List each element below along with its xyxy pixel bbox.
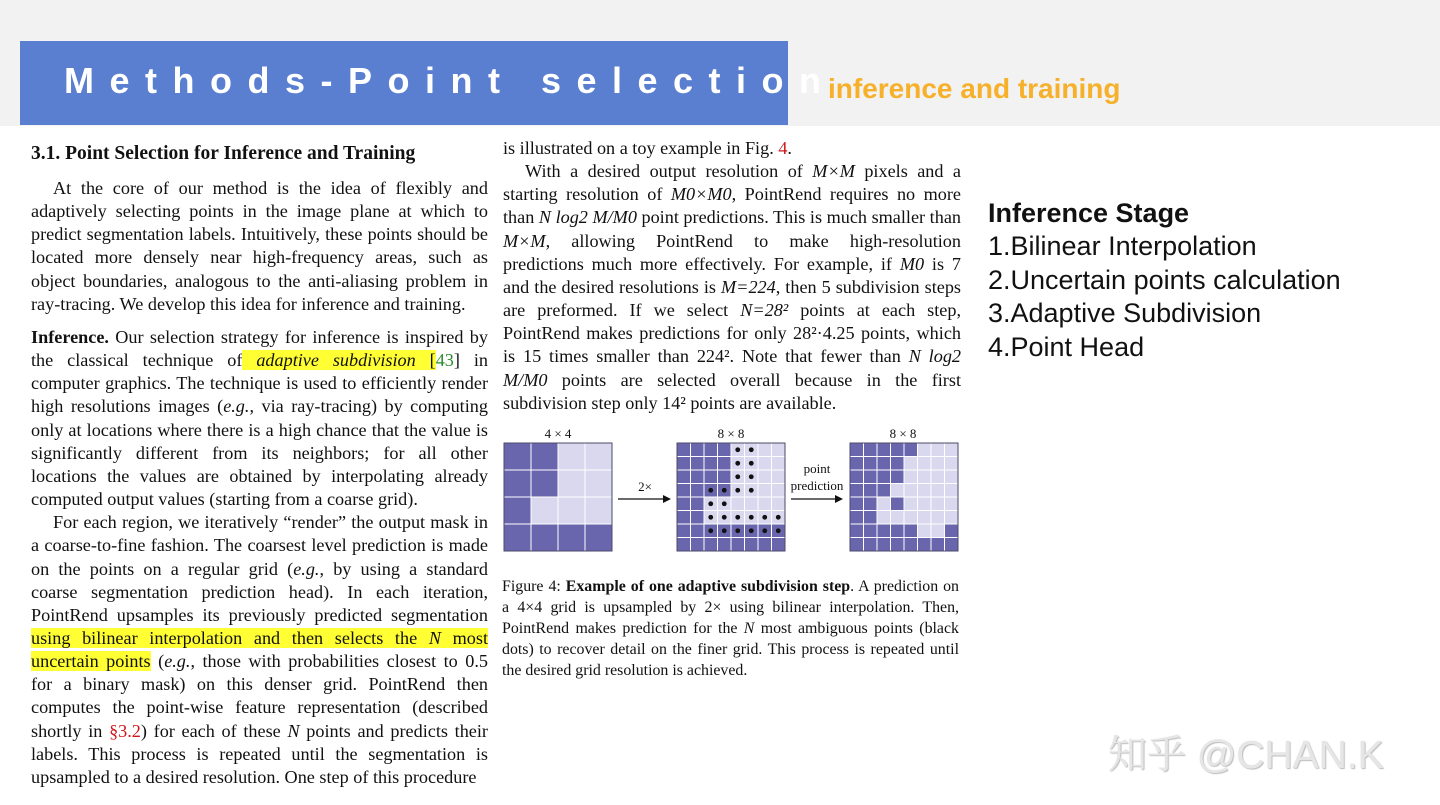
inference-stage-title: Inference Stage: [988, 198, 1190, 228]
grid-cell: [945, 484, 959, 498]
caption-text-b: most ambiguous points (black dots) to recover detail on the finer grid. This process is repeated until the desired grid resolution is achieved.: [502, 620, 959, 679]
grid-cell: [677, 497, 691, 511]
uncertain-point-dot: [708, 515, 713, 520]
grid-cell: [691, 524, 705, 538]
paper-middle-column: [503, 137, 961, 415]
grid-cell: [945, 457, 959, 471]
uncertain-point-dot: [749, 447, 754, 452]
grid-cell: [531, 443, 558, 470]
uncertain-point-dot: [776, 515, 781, 520]
inference-label: Inference.: [31, 326, 109, 347]
grid-cell: [864, 511, 878, 525]
uncertain-point-dot: [735, 447, 740, 452]
slide-title: Methods-Point selection: [64, 60, 837, 101]
grid-cell: [704, 538, 718, 552]
grid-cell: [745, 538, 759, 552]
grid-cell: [877, 470, 891, 484]
uncertain-point-dot: [749, 528, 754, 533]
grid-cell: [904, 457, 918, 471]
grid-cell: [691, 470, 705, 484]
grid-cell: [918, 524, 932, 538]
grid-cell: [704, 457, 718, 471]
grid-cell: [931, 484, 945, 498]
subdivision-figure: [503, 424, 961, 564]
arrow-label-upsample: 2×: [638, 479, 652, 494]
stage-item-point-head: 4.Point Head: [988, 331, 1145, 362]
grid-cell: [864, 484, 878, 498]
res-text-d: point predictions. This is much smaller than: [636, 207, 961, 228]
grid-cell: [772, 484, 786, 498]
grid-cell: [585, 470, 612, 497]
grid-cell: [931, 443, 945, 457]
eg-abbrev: e.g.: [164, 651, 191, 672]
grid-cell: [772, 457, 786, 471]
grid-cell: [904, 484, 918, 498]
grid-cell: [691, 497, 705, 511]
grid-cell: [850, 470, 864, 484]
ref-open: [: [429, 350, 436, 371]
grid-cell: [864, 538, 878, 552]
grid-cell: [918, 470, 932, 484]
grid-cell: [877, 457, 891, 471]
res-text-f: is 7 and the desired resolutions is: [503, 253, 961, 297]
uncertain-point-dot: [708, 528, 713, 533]
grid-cell: [691, 443, 705, 457]
iterative-text-c: (: [150, 651, 165, 672]
grid-cell: [877, 511, 891, 525]
caption-text-a: . A prediction on a 4×4 grid is upsampled by 2× using bilinear interpolation. Then, PointRend makes prediction for the: [502, 578, 959, 637]
grid-cell: [864, 524, 878, 538]
variable-n: N: [743, 620, 755, 637]
grid-cell: [504, 470, 531, 497]
grid-cell: [758, 484, 772, 498]
paragraph-inference: [31, 326, 488, 511]
grid-cell: [945, 497, 959, 511]
grid-cell: [731, 497, 745, 511]
slide-subtitle: inference and training: [828, 73, 1121, 104]
grid-cell: [864, 470, 878, 484]
grid-cell: [850, 443, 864, 457]
paragraph-fig-ref: [503, 137, 961, 160]
uncertain-point-dot: [722, 515, 727, 520]
grid-cell: [891, 524, 905, 538]
grid-cell: [677, 470, 691, 484]
grid-cell: [945, 524, 959, 538]
grid-cell: [904, 497, 918, 511]
fig-ref-text: is illustrated on a toy example in Fig.: [503, 138, 779, 158]
figure-4-link[interactable]: 4: [778, 138, 788, 158]
fig-ref-end: .: [787, 138, 792, 158]
grid-label-8x8-upsampled: 8 × 8: [717, 426, 745, 441]
grid-cell: [772, 443, 786, 457]
grid-cell: [758, 470, 772, 484]
grid-cell: [691, 538, 705, 552]
grid-label-8x8-predicted: 8 × 8: [889, 426, 917, 441]
stage-item-subdivision: 3.Adaptive Subdivision: [988, 298, 1262, 328]
grid-cell: [850, 457, 864, 471]
grid-cell: [918, 511, 932, 525]
res-text-g: , then 5 subdivision steps are preformed. If we select: [503, 276, 961, 321]
uncertain-point-dot: [708, 488, 713, 493]
grid-cell: [677, 511, 691, 525]
variable-n: N: [287, 720, 300, 741]
grid-cell: [691, 457, 705, 471]
arrow-label-point-prediction-2: prediction: [790, 478, 844, 493]
grid-cell: [891, 511, 905, 525]
grid-cell: [731, 538, 745, 552]
grid-cell: [931, 497, 945, 511]
highlight-text-a: using bilinear interpolation and then selects the: [31, 627, 429, 648]
grid-cell: [850, 524, 864, 538]
grid-cell: [758, 538, 772, 552]
res-text-c: , PointRend requires no more than: [503, 184, 961, 228]
grid-cell: [758, 443, 772, 457]
grid-cell: [918, 538, 932, 552]
iterative-text-b: , by using a standard coarse segmentation prediction head). In each iteration, PointRend upsamples its previously predicted segmentation: [31, 558, 488, 625]
grid-cell: [931, 457, 945, 471]
arrow-label-point-prediction-1: point: [803, 461, 831, 476]
iterative-text-d: , those with probabilities closest to 0.5 for a binary mask) on this denser grid. PointRend then computes the point-wise feature representation (described shortly in: [31, 651, 488, 741]
grid-cell: [891, 443, 905, 457]
res-text-e: , allowing PointRend to make high-resolution predictions much more effectively. For example, if: [503, 230, 961, 274]
inference-text-c: , via ray-tracing) by computing only at locations where there is a high chance that the value is significantly different from its neighbors; for all other locations the values are obtained by interpolating already computed output values (starting from a coarse grid).: [31, 396, 488, 510]
inference-text-a: Our selection strategy for inference is inspired by the classical technique of: [31, 326, 488, 371]
uncertain-point-dot: [776, 528, 781, 533]
highlight-text-b: most uncertain points: [31, 627, 489, 672]
grid-cell: [850, 484, 864, 498]
grid-4x4: [504, 443, 612, 551]
grid-cell: [945, 443, 959, 457]
grid-cell: [931, 470, 945, 484]
inference-text-b: in computer graphics. The technique is used to efficiently render high resolutions images (: [31, 350, 488, 417]
paragraph-resolution: [503, 160, 961, 415]
uncertain-point-dot: [749, 474, 754, 479]
uncertain-point-dot: [749, 488, 754, 493]
paragraph-intro: At the core of our method is the idea of flexibly and adaptively selecting points in the image plane at which to predict segmentation labels. Intuitively, these points should be located more densely near high-frequency areas, such as object boundaries, analogous to the anti-aliasing problem in ray-tracing. We develop this idea for inference and training.: [31, 178, 488, 314]
math-nlog: N log2 M/M0: [538, 207, 637, 228]
section-3-2-link[interactable]: §3.2: [109, 720, 141, 741]
math-m224: M=224: [721, 276, 776, 297]
grid-cell: [891, 457, 905, 471]
math-nlog: N log2 M/M0: [503, 346, 962, 390]
grid-cell: [718, 538, 732, 552]
math-m0: M0: [899, 253, 925, 274]
figure-caption: [502, 576, 959, 681]
grid-label-4x4: 4 × 4: [544, 426, 572, 441]
grid-cell: [504, 497, 531, 524]
math-m0xm0: M0×M0: [670, 184, 732, 205]
paper-left-column: [31, 140, 488, 789]
iterative-text-e: ) for each of these: [140, 720, 288, 741]
stage-item-bilinear: 1.Bilinear Interpolation: [988, 231, 1257, 261]
grid-cell: [918, 443, 932, 457]
arrow-right-icon: [791, 495, 843, 503]
grid-cell: [718, 443, 732, 457]
uncertain-point-dot: [708, 501, 713, 506]
uncertain-point-dot: [762, 515, 767, 520]
grid-cell: [531, 497, 558, 524]
watermark: 知乎 @CHAN.K: [1108, 734, 1384, 777]
grid-cell: [558, 470, 585, 497]
paragraph-iterative: [31, 511, 488, 789]
grid-cell: [877, 443, 891, 457]
grid-cell: [864, 457, 878, 471]
adaptive-subdivision-term: adaptive subdivision: [242, 350, 430, 371]
grid-cell: [891, 538, 905, 552]
caption-label: Figure 4:: [502, 578, 566, 595]
grid-cell: [904, 538, 918, 552]
grid-cell: [891, 470, 905, 484]
grid-cell: [585, 443, 612, 470]
math-n28: N=28²: [740, 300, 789, 321]
grid-cell: [691, 511, 705, 525]
grid-cell: [918, 457, 932, 471]
eg-abbrev: e.g.: [223, 396, 250, 417]
inference-stage-panel: [988, 196, 1341, 364]
arrow-right-icon: [618, 495, 671, 503]
grid-cell: [772, 538, 786, 552]
variable-n: N: [428, 627, 441, 648]
grid-cell: [945, 538, 959, 552]
uncertain-point-dot: [722, 528, 727, 533]
grid-cell: [904, 511, 918, 525]
grid-cell: [704, 443, 718, 457]
grid-cell: [918, 497, 932, 511]
grid-cell: [677, 524, 691, 538]
grid-cell: [877, 524, 891, 538]
grid-cell: [531, 470, 558, 497]
caption-bold: Example of one adaptive subdivision step: [565, 578, 851, 595]
grid-cell: [891, 497, 905, 511]
uncertain-point-dot: [722, 501, 727, 506]
grid-cell: [772, 470, 786, 484]
grid-cell: [904, 524, 918, 538]
res-text-h: points at each step, PointRend makes predictions for only 28²·4.25 points, which is 15 times smaller than 224². Note that fewer than: [503, 300, 962, 367]
grid-cell: [677, 457, 691, 471]
grid-cell: [585, 497, 612, 524]
grid-cell: [704, 470, 718, 484]
grid-cell: [864, 497, 878, 511]
uncertain-point-dot: [749, 515, 754, 520]
grid-cell: [945, 511, 959, 525]
grid-cell: [850, 497, 864, 511]
grid-cell: [931, 538, 945, 552]
grid-cell: [504, 443, 531, 470]
grid-cell: [558, 443, 585, 470]
grid-cell: [558, 497, 585, 524]
grid-cell: [758, 497, 772, 511]
section-heading: 3.1. Point Selection for Inference and Training: [31, 143, 416, 164]
ref-close: ]: [453, 350, 460, 371]
grid-cell: [677, 443, 691, 457]
stage-item-uncertain: 2.Uncertain points calculation: [988, 264, 1341, 295]
grid-cell: [864, 443, 878, 457]
grid-cell: [772, 497, 786, 511]
grid-cell: [745, 497, 759, 511]
grid-cell: [677, 484, 691, 498]
math-mxm: M×M: [503, 230, 546, 251]
grid-cell: [931, 524, 945, 538]
grid-cell: [877, 484, 891, 498]
grid-cell: [558, 524, 585, 551]
uncertain-point-dot: [762, 528, 767, 533]
grid-cell: [718, 457, 732, 471]
grid-8x8-predicted: [850, 443, 958, 551]
res-text-b: pixels and a starting resolution of: [503, 161, 961, 205]
highlight-adaptive-subdivision: [242, 350, 435, 370]
grid-cell: [918, 484, 932, 498]
grid-cell: [891, 484, 905, 498]
iterative-text-a: For each region, we iteratively “render” the output mask in a coarse-to-fine fashion. The coarsest level prediction is made on the points on a regular grid (: [31, 512, 488, 579]
grid-cell: [945, 470, 959, 484]
uncertain-point-dot: [749, 461, 754, 466]
uncertain-point-dot: [722, 488, 727, 493]
citation-43-link[interactable]: 43: [435, 350, 454, 371]
res-text-a: With a desired output resolution of: [525, 161, 813, 182]
grid-cell: [850, 538, 864, 552]
grid-cell: [531, 524, 558, 551]
grid-cell: [677, 538, 691, 552]
iterative-text-f: points and predicts their labels. This process is repeated until the segmentation is upsampled to a desired resolution. One step of this procedure: [31, 720, 488, 787]
grid-cell: [504, 524, 531, 551]
res-text-i: points are selected overall because in the first subdivision step only 14² points are available.: [503, 369, 961, 413]
math-mxm: M×M: [812, 161, 855, 182]
uncertain-point-dot: [735, 528, 740, 533]
uncertain-point-dot: [735, 461, 740, 466]
eg-abbrev: e.g.: [293, 558, 320, 579]
grid-cell: [904, 443, 918, 457]
grid-cell: [691, 484, 705, 498]
grid-cell: [877, 497, 891, 511]
grid-cell: [877, 538, 891, 552]
subdivision-diagram: [503, 424, 961, 564]
uncertain-point-dot: [735, 474, 740, 479]
uncertain-point-dot: [735, 488, 740, 493]
uncertain-point-dot: [735, 515, 740, 520]
grid-cell: [850, 511, 864, 525]
grid-cell: [718, 470, 732, 484]
grid-cell: [758, 457, 772, 471]
grid-cell: [585, 524, 612, 551]
grid-cell: [931, 511, 945, 525]
grid-cell: [904, 470, 918, 484]
grid-8x8-upsampled: [677, 443, 785, 551]
